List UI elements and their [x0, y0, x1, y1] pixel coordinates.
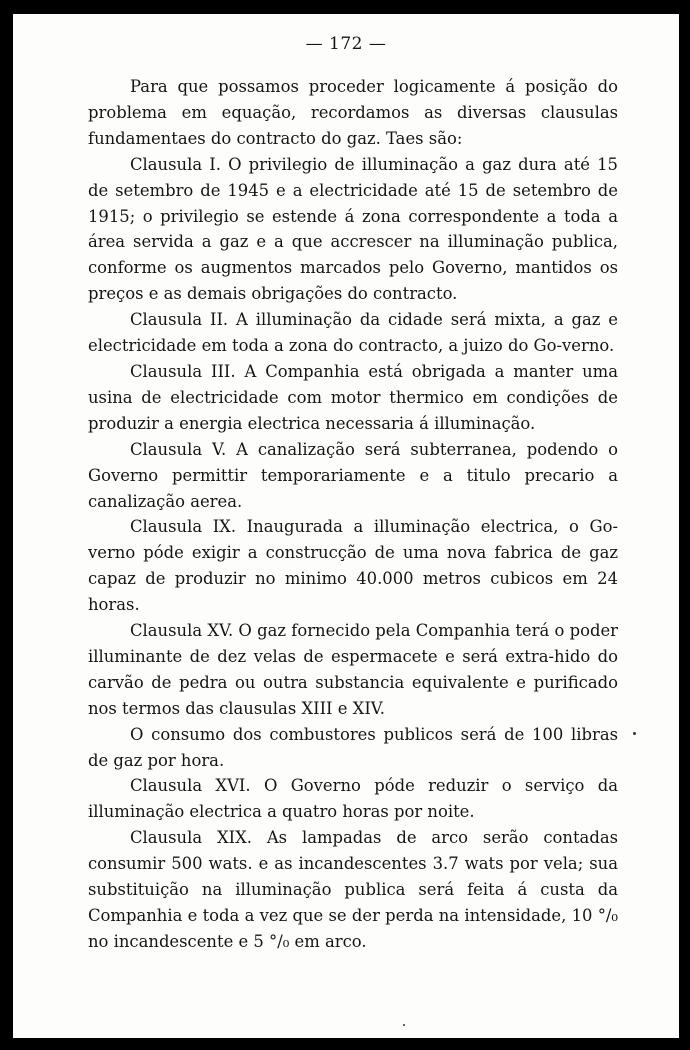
paragraph-clausula-ix: Clausula IX. Inaugurada a illuminação electrica, o Go-verno póde exigir a construcção de uma nova fabrica de gaz capaz de produzir no minimo 40.000 metros cubicos em 24 horas.: [88, 517, 618, 615]
paragraph-clausula-ii: Clausula II. A illuminação da cidade será mixta, a gaz e electricidade em toda a zona do contracto, a juizo do Go-verno.: [88, 310, 618, 356]
paragraph-clausula-i: Clausula I. O privilegio de illuminação a gaz dura até 15 de setembro de 1945 e a electricidade até 15 de setembro de 1915; o privilegio se estende á zona correspondente a toda a área servida a gaz e a que accrescer na illuminação publica, conforme os augmentos marcados pelo Governo, mantidos os preços e as demais obrigações do contracto.: [88, 154, 618, 304]
paragraph-consumo: O consumo dos combustores publicos será de 100 libras de gaz por hora.: [88, 724, 618, 770]
paragraph-intro: Para que possamos proceder logicamente á posição do problema em equação, recordamos as diversas clausulas fundamentaes do contracto do gaz. Taes são:: [88, 77, 618, 148]
page-body: [88, 74, 618, 955]
book-page: [13, 14, 679, 1038]
paragraph-clausula-xv: Clausula XV. O gaz fornecido pela Companhia terá o poder illuminante de dez velas de espermacete e será extra-hido do carvão de pedra ou outra substancia equivalente e purificado nos termos das clausulas XIII e XIV.: [88, 621, 618, 718]
print-speck: [403, 1024, 405, 1026]
paragraph-clausula-xvi: Clausula XVI. O Governo póde reduzir o serviço da illuminação electrica a quatro horas por noite.: [88, 776, 618, 822]
paragraph-clausula-v: Clausula V. A canalização será subterranea, podendo o Governo permittir temporariamente e a titulo precario a canalização aerea.: [88, 439, 618, 511]
paragraph-clausula-xix: Clausula XIX. As lampadas de arco serão contadas consumir 500 wats. e as incandescentes 3.7 wats por vela; sua substituição na illuminação publica será feita á custa da Companhia e toda a vez que se der perda na intensidade, 10 °/₀ no incandescente e 5 °/₀ em arco.: [88, 828, 618, 951]
page-number: — 172 —: [305, 34, 387, 54]
print-speck: [633, 732, 636, 735]
paragraph-clausula-iii: Clausula III. A Companhia está obrigada a manter uma usina de electricidade com motor thermico em condições de produzir a energia electrica necessaria á illuminação.: [88, 361, 618, 433]
